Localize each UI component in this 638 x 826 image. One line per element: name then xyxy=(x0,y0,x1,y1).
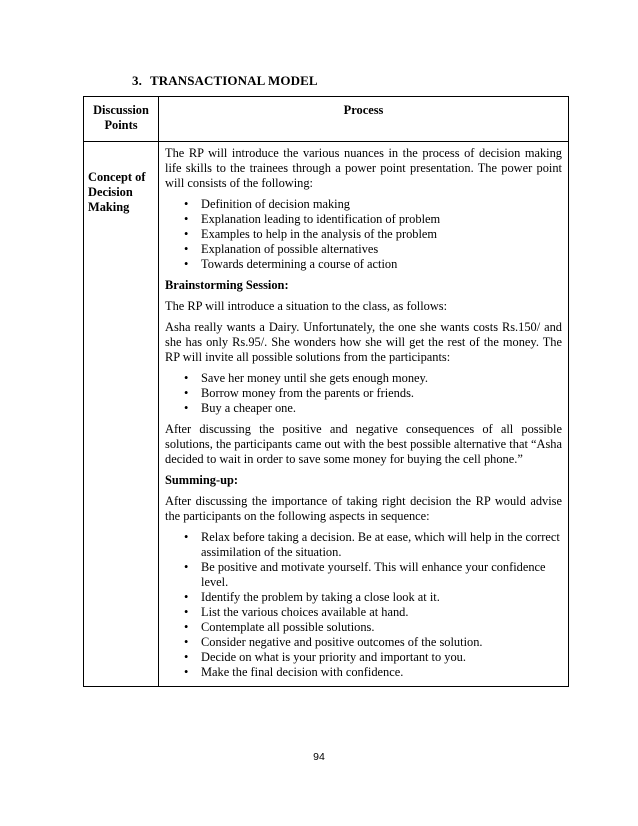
bullet-icon: • xyxy=(184,620,189,634)
section-number: 3. xyxy=(132,73,142,88)
list-item-text: Buy a cheaper one. xyxy=(201,401,296,415)
table-row xyxy=(84,142,569,687)
bullet-icon: • xyxy=(184,635,189,649)
brainstorm-conclusion: After discussing the positive and negative consequences of all possible solutions, the participants came out with the best possible alternative that “Asha decided to wait in order to save some money for buying the cell phone.” xyxy=(165,422,562,466)
list-item xyxy=(165,605,562,620)
list-item xyxy=(165,386,562,401)
list-item-text: List the various choices available at hand. xyxy=(201,605,409,619)
topic-cell: Concept of Decision Making xyxy=(84,142,159,687)
brainstorm-intro: The RP will introduce a situation to the class, as follows: xyxy=(165,299,448,313)
section-title: TRANSACTIONAL MODEL xyxy=(149,73,318,88)
list-item xyxy=(165,590,562,605)
transactional-model-table xyxy=(83,96,569,687)
list-item xyxy=(165,227,562,242)
bullet-icon: • xyxy=(184,530,189,544)
list-item-text: Explanation leading to identification of problem xyxy=(201,212,441,226)
header-discussion-points: Discussion Points xyxy=(84,97,159,142)
list-item xyxy=(165,257,562,272)
list-item-text: Examples to help in the analysis of the problem xyxy=(201,227,438,241)
list-item xyxy=(165,371,562,386)
summing-title: Summing-up: xyxy=(165,473,238,487)
list-item xyxy=(165,560,562,590)
brainstorm-title: Brainstorming Session: xyxy=(165,278,289,292)
list-item-text: Identify the problem by taking a close look at it. xyxy=(201,590,440,604)
list-item-text: Save her money until she gets enough money. xyxy=(201,371,428,385)
table-header-row xyxy=(84,97,569,142)
list-item xyxy=(165,212,562,227)
bullet-icon: • xyxy=(184,665,189,679)
bullet-icon: • xyxy=(184,197,189,211)
list-item xyxy=(165,635,562,650)
bullet-icon: • xyxy=(184,650,189,664)
brainstorm-story: Asha really wants a Dairy. Unfortunately, the one she wants costs Rs.150/ and she has only Rs.95/. She wonders how she will get the rest of the money. The RP will invite all possible solutions from the participants: xyxy=(165,320,562,364)
intro-paragraph: The RP will introduce the various nuances in the process of decision making life skills to the trainees through a power point presentation. The power point will consists of the following: xyxy=(165,146,562,190)
list-item xyxy=(165,242,562,257)
list-item xyxy=(165,620,562,635)
list-item-text: Definition of decision making xyxy=(201,197,351,211)
bullet-icon: • xyxy=(184,590,189,604)
list-item-text: Be positive and motivate yourself. This will enhance your confidence level. xyxy=(201,560,546,589)
bullet-icon: • xyxy=(184,386,189,400)
bullet-icon: • xyxy=(184,371,189,385)
bullet-icon: • xyxy=(184,560,189,574)
bullet-icon: • xyxy=(184,212,189,226)
list-item-text: Relax before taking a decision. Be at ease, which will help in the correct assimilation of the situation. xyxy=(201,530,560,559)
bullet-icon: • xyxy=(184,242,189,256)
list-item-text: Contemplate all possible solutions. xyxy=(201,620,375,634)
list-item-text: Towards determining a course of action xyxy=(201,257,398,271)
summing-list xyxy=(165,530,562,680)
header-process: Process xyxy=(159,97,569,142)
summing-intro: After discussing the importance of taking right decision the RP would advise the participants on the following aspects in sequence: xyxy=(165,494,562,523)
list-item-text: Explanation of possible alternatives xyxy=(201,242,379,256)
intro-list xyxy=(165,197,562,272)
list-item-text: Make the final decision with confidence. xyxy=(201,665,404,679)
list-item xyxy=(165,650,562,665)
bullet-icon: • xyxy=(184,257,189,271)
list-item-text: Borrow money from the parents or friends. xyxy=(201,386,414,400)
list-item-text: Decide on what is your priority and important to you. xyxy=(201,650,466,664)
process-cell xyxy=(159,142,569,687)
section-heading xyxy=(132,73,318,89)
page-number: 94 xyxy=(313,751,325,763)
list-item-text: Consider negative and positive outcomes of the solution. xyxy=(201,635,483,649)
bullet-icon: • xyxy=(184,401,189,415)
list-item xyxy=(165,401,562,416)
bullet-icon: • xyxy=(184,227,189,241)
bullet-icon: • xyxy=(184,605,189,619)
list-item xyxy=(165,665,562,680)
brainstorm-list xyxy=(165,371,562,416)
list-item xyxy=(165,530,562,560)
list-item xyxy=(165,197,562,212)
